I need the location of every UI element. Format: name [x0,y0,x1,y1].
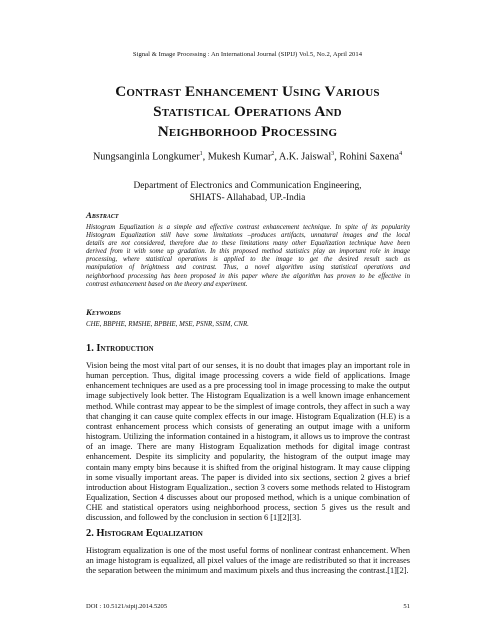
keywords-heading: Keywords [86,307,121,317]
body-line: Equalization, Section 4 discusses about our proposed method, which is a unique combination of [86,493,410,503]
author-name: A.K. Jaiswal [278,151,332,163]
body-line: CHE and statistical operators using neighborhood process, section 5 gives us the result and [86,503,410,513]
body-line: that changing it can cause quite complex effects in our image. Histogram Equalization (H.E) is a [86,411,410,421]
body-line: enhancement. Despite its simplicity and popularity, the histogram of the output image may [86,452,410,462]
abstract-line: processing, where statistical operations is applied to the image to get the desired result such as [86,256,410,264]
section-body [86,546,410,576]
body-line: the separation between the minimum and maximum pixels and thus increasing the contrast.[1][2]. [86,566,409,576]
doi-text: DOI : 10.5121/sipij.2014.5205 [86,603,168,610]
author-mark: 3 [331,151,335,157]
body-line: in some visually important areas. The paper is divided into six sections, section 2 gives a brief [86,472,410,482]
section-heading: 2. Histogram Equalization [86,528,203,539]
author-separator: , [202,151,208,163]
body-line: an image histogram is equalized, all pixel values of the image are redistributed so that it increases [86,556,410,566]
body-line: introduction about Histogram Equalization., section 3 covers some methods related to Histogram [86,482,410,492]
author-mark: 2 [271,151,275,157]
body-line: contrast enhancement process which consists of generating an output image with a uniform [86,421,410,431]
body-line: histogram. Utilizing the information contained in a histogram, it allows us to improve the contrast [86,432,410,442]
abstract-line: contrast enhancement based on the theory and experiment. [86,280,248,288]
abstract-line: Histogram Equalization is a simple and effective contrast enhancement technique. In spite of its popularity [86,224,410,231]
abstract-line: Histogram Equalization still have some limitations –produces artifacts, unnatural images and the local [86,232,410,240]
author-list [0,151,495,162]
keywords-list: CHE, BBPHE, RMSHE, BPBHE, MSE, PSNR, SSIM, CNR. [86,321,249,328]
body-line: Histogram equalization is one of the most useful forms of nonlinear contrast enhancement. When [86,546,410,555]
body-line: contain many empty bins because it is shifted from the original histogram. It may cause clipping [86,462,410,472]
section-heading: 1. Introduction [86,343,154,354]
abstract-line: neighborhood processing has been proposed in this paper where the algorithm has proven to be effective in [86,272,410,280]
author-separator: , [334,151,340,163]
affiliation [0,181,495,204]
abstract-line: manipulation of brightness and contrast. Thus, a novel algorithm using statistical operations and [86,264,410,272]
author-name: Mukesh Kumar [207,151,272,163]
body-line: image subjectively look better. The Histogram Equalization is a well known image enhancement [86,391,410,401]
title-line: Statistical Operations And [153,103,342,120]
author-name: Nungsanginla Longkumer [92,151,200,163]
body-line: method. While contrast may appear to be the simplest of image controls, they affect in such a way [86,401,410,411]
paper-title [40,82,455,142]
body-line: discussion, and followed by the conclusion in section 6 [1][2][3]. [86,513,302,523]
body-line: human perception. Thus, digital image processing covers a wide field of applications. Image [86,371,410,381]
author-mark: 4 [399,151,403,157]
body-line: Vision being the most vital part of our senses, it is no doubt that images play an important role in [86,361,410,370]
body-line: enhancement techniques are used as a pre processing tool in image processing to make the output [86,381,410,391]
abstract-heading: Abstract [86,210,119,220]
page-number: 51 [403,603,410,610]
title-line: Contrast Enhancement Using Various [115,83,380,100]
author-name: Rohini Saxena [339,151,400,163]
running-head: Signal & Image Processing : An International Journal (SIPIJ) Vol.5, No.2, April 2014 [132,51,363,58]
affiliation-line: Department of Electronics and Communication Engineering, [133,181,362,191]
section-body [86,361,410,524]
affiliation-line: SHIATS- Allahabad, UP.-India [189,192,306,203]
body-line: of an image. There are many Histogram Equalization methods for digital image contrast [86,442,410,452]
abstract-line: details are not considered, therefore due to these limitations many other Equalization technique have been [86,240,410,248]
title-line: Neighborhood Processing [157,123,338,140]
author-mark: 1 [199,151,203,157]
author-separator: , [274,151,279,163]
abstract-line: derived from it with some up gradation. In this proposed method statistics play an important role in image [86,248,410,256]
abstract-body [86,224,410,289]
